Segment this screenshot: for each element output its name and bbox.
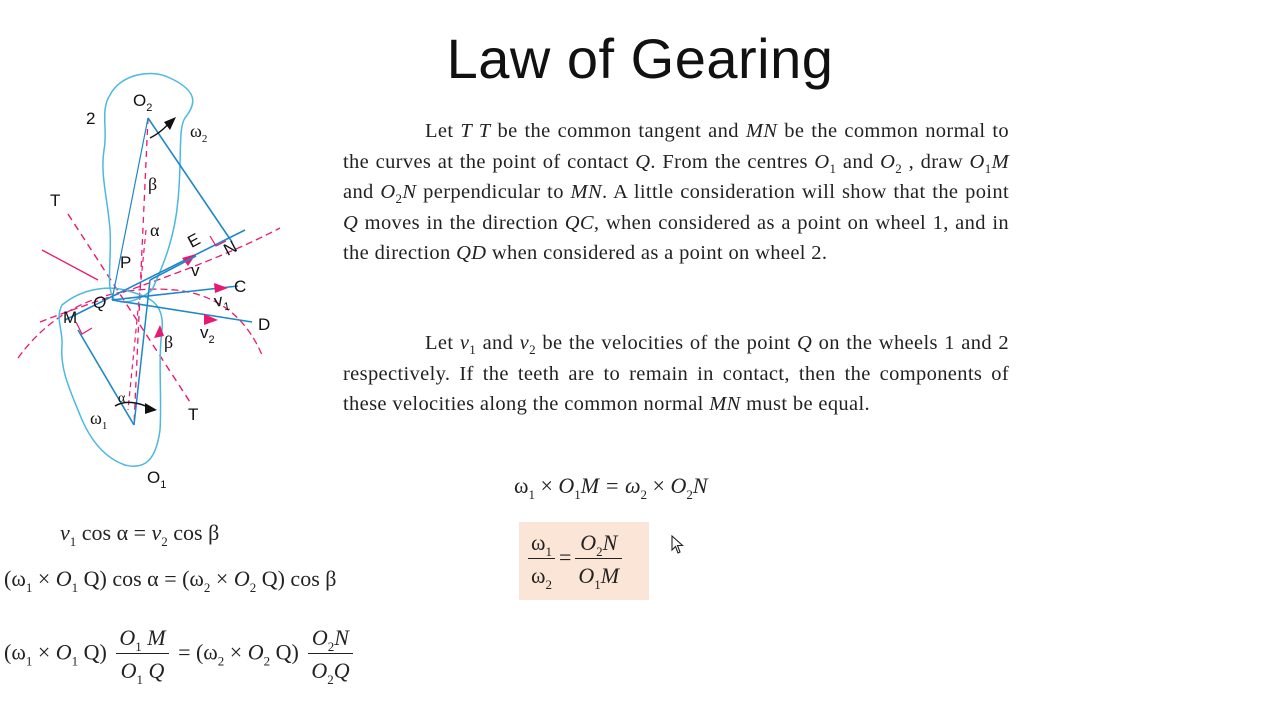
- label-q: Q: [93, 293, 107, 312]
- equation-velocity: $v_1$ $\cos \alpha = v_2$ cos β: [60, 520, 220, 549]
- label-alpha-bot: α: [118, 391, 126, 406]
- label-e: E: [184, 229, 204, 252]
- page-title: Law of Gearing: [446, 27, 834, 90]
- equation-ratio: $\frac{\omega_1}{\omega_2}$ = $\frac{O_2N}{O_1M}$: [524, 530, 626, 589]
- label-d: D: [258, 315, 271, 334]
- gear-diagram: [0, 60, 300, 500]
- label-n: N: [220, 237, 241, 260]
- o1-to-m: [78, 330, 134, 425]
- label-v: v: [191, 261, 200, 280]
- label-t-bot: T: [188, 405, 199, 424]
- equation-fraction: ($\omega_1 \times O_1$ Q) $\frac{O_1 M}{O_1 Q}$ = ($\omega_2 \times O_2$ Q) $\frac{O_2N}{O_2Q}$: [4, 625, 357, 684]
- label-beta-top: β: [148, 174, 158, 194]
- mouse-cursor-icon: [671, 535, 685, 555]
- label-v2: $v_2$: [200, 323, 215, 346]
- label-p: P: [120, 253, 132, 272]
- equation-angular: ($\omega_1 \times O_1$ Q) $\cos \alpha = (\omega_2 \times O_2$ Q) cos β: [4, 566, 337, 595]
- center-line: [134, 118, 148, 425]
- label-beta-bot: β: [164, 332, 174, 352]
- tangent-line-2: [42, 250, 98, 280]
- omega1-arrow: [145, 403, 157, 414]
- o2-q-line: [112, 118, 148, 300]
- tangent-line: [68, 214, 190, 402]
- paragraph-1: Let T T be the common tangent and MN be the common normal to the curves at the point of contact Q. From the centres $O_1$ and $O_2$ , draw $O_1M$ and $O_2N$ perpendicular to MN. A little consideration will show that the point Q moves in the direction QC, when considered as a point on wheel 1, and in the direction QD when considered as a point on wheel 2.: [343, 120, 1010, 265]
- equation-omega-product: $\omega_1 \times O_1M = \omega_2 \times O_2N$: [514, 473, 708, 502]
- label-c: C: [234, 277, 247, 296]
- qd-line: [112, 300, 252, 322]
- label-t-top: T: [50, 191, 61, 210]
- paragraph-2: Let $v_1$ and $v_2$ be the velocities of the point Q on the wheels 1 and 2 respectively. If the teeth are to remain in contact, then the components of these velocities along the common normal MN must be equal.: [343, 332, 1009, 416]
- label-omega2: $\omega_2$: [190, 121, 208, 145]
- label-o1: $O_1$: [147, 468, 167, 491]
- label-omega1: $\omega_1$: [90, 408, 108, 432]
- omega2-arrow: [164, 117, 176, 130]
- label-v1: $v_1$: [212, 290, 231, 314]
- label-wheel-2: 2: [86, 109, 96, 128]
- label-m: M: [63, 308, 78, 327]
- label-alpha: α: [150, 220, 160, 240]
- label-o2: $O_2$: [133, 91, 153, 114]
